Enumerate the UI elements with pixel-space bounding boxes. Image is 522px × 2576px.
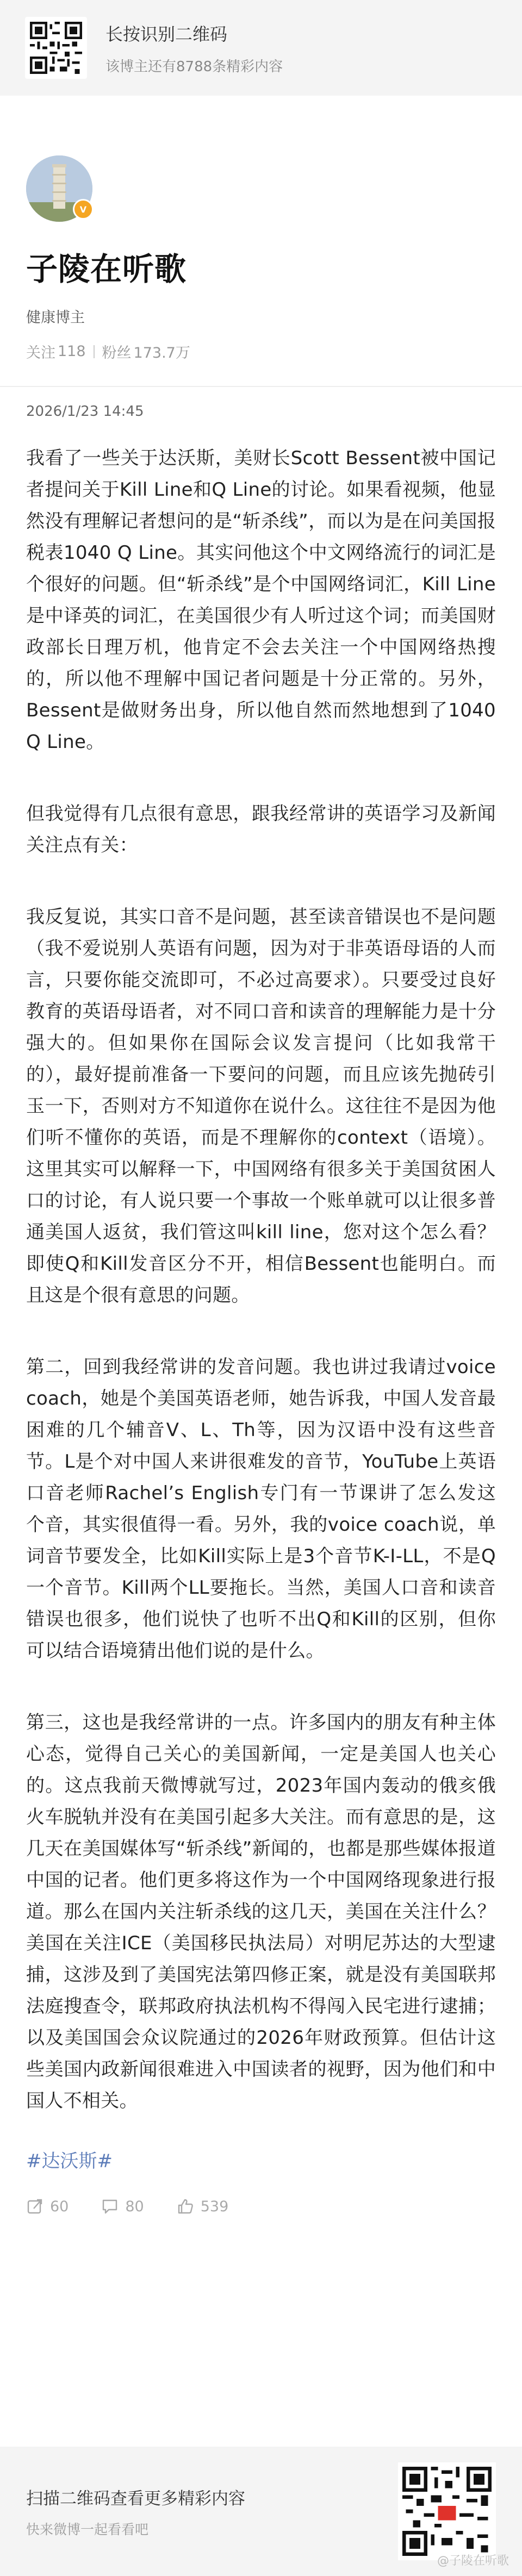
qr-code-small[interactable] <box>25 17 87 79</box>
profile-section <box>0 155 522 362</box>
post-paragraph-3: 我反复说，其实口音不是问题，甚至读音错误也不是问题（我不爱说别人英语有问题，因为对于非英语母语的人而言，只要你能交流即可，不必过高要求）。只要受过良好教育的英语母语者，对不同口音和读音的理解能力是十分强大的。但如果你在国际会议发言提问（比如我常干的），最好提前准备一下要问的问题，而且应该先抛砖引玉一下，否则对方不知道你在说什么。这往往不是因为他们听不懂你的英语，而是不理解你的context（语境）。这里其实可以解释一下，中国网络有很多关于美国贫困人口的讨论，有人说只要一个事故一个账单就可以让很多普通美国人返贫，我们管这叫kill line，您对这个怎么看？即使Q和Kill发音区分不开，相信Bessent也能明白。而且这是个很有意思的问题。 <box>26 906 496 1306</box>
footer-subtitle: 快来微博一起看看吧 <box>26 2521 149 2537</box>
fans-label: 粉丝 <box>102 345 132 361</box>
like-icon <box>177 2198 194 2215</box>
comment-button[interactable] <box>101 2198 144 2215</box>
repost-button[interactable] <box>26 2198 69 2215</box>
profile-category: 健康博主 <box>26 309 85 326</box>
hashtag-link[interactable]: #达沃斯# <box>26 2150 113 2172</box>
weibo-watermark: @子陵在听歌 <box>437 2554 509 2568</box>
footer-title: 扫描二维码查看更多精彩内容 <box>26 2488 245 2509</box>
repost-icon <box>26 2198 44 2215</box>
post-paragraph-1: 我看了一些关于达沃斯，美财长Scott Bessent被中国记者提问关于Kill Line和Q Line的讨论。如果看视频，他显然没有理解记者想问的是“斩杀线”，而以为是在问美国报税表1040 Q Line。其实问他这个中文网络流行的词汇是个很好的问题。但“斩杀线”是个中国网络词汇，Kill Line是中译英的词汇，在美国很少有人听过这个词；而美国财政部长日理万机，他肯定不会去关注一个中国网络热搜的，所以他不理解中国记者问题是十分正常的。另外，Bessent是做财务出身，所以他自然而然地想到了1040 Q Line。 <box>26 447 496 753</box>
post-paragraph-5: 第三，这也是我经常讲的一点。许多国内的朋友有种主体心态，觉得自己关心的美国新闻，一定是美国人也关心的。这点我前天微博就写过，2023年国内轰动的俄亥俄火车脱轨并没有在美国引起多大关注。而有意思的是，这几天在美国媒体写“斩杀线”新闻的，也都是那些媒体报道中国的记者。他们更多将这作为一个中国网络现象进行报道。那么在国内关注斩杀线的这几天，美国在关注什么？美国在关注ICE（美国移民执法局）对明尼苏达的大型逮捕，这涉及到了美国宪法第四修正案，就是没有美国联邦法庭搜查令，联邦政府执法机构不得闯入民宅进行逮捕；以及美国国会众议院通过的2026年财政预算。但估计这些美国内政新闻很难进入中国读者的视野，因为他们和中国人不相关。 <box>26 1712 496 2112</box>
comment-count: 80 <box>125 2198 144 2215</box>
fans-count[interactable]: 173.7万 <box>133 345 190 361</box>
follow-label: 关注 <box>26 345 55 361</box>
footer-qr-section <box>0 2447 522 2576</box>
like-button[interactable] <box>177 2198 229 2215</box>
repost-count: 60 <box>50 2198 69 2215</box>
post-date: 2026/1/23 14:45 <box>26 403 144 420</box>
qr-code-large[interactable] <box>398 2462 496 2560</box>
profile-name[interactable]: 子陵在听歌 <box>26 251 187 288</box>
verified-badge-icon: V <box>73 199 94 220</box>
follow-count[interactable]: 118 <box>58 343 86 360</box>
post-paragraph-4: 第二，回到我经常讲的发音问题。我也讲过我请过voice coach，她是个美国英语老师，她告诉我，中国人发音最困难的几个辅音V、L、Th等，因为汉语中没有这些音节。L是个对中国人来讲很难发的音节，YouTube上英语口音老师Rachel’s English专门有一节课讲了怎么发这个音，其实很值得一看。另外，我的voice coach说，单词音节要发全，比如Kill实际上是3个音节K-I-LL，不是Q一个音节。Kill两个LL要拖长。当然，美国人口音和读音错误也很多，他们说快了也听不出Q和Kill的区别，但你可以结合语境猜出他们说的是什么。 <box>26 1356 496 1662</box>
post-actions <box>0 2173 522 2215</box>
like-count: 539 <box>200 2198 229 2215</box>
banner-subtitle: 该博主还有8788条精彩内容 <box>105 58 283 75</box>
post-body <box>0 442 522 2117</box>
comment-icon <box>101 2198 119 2215</box>
stats-divider <box>94 345 95 358</box>
banner-title: 长按识别二维码 <box>105 23 228 45</box>
qr-banner <box>0 0 522 96</box>
post-paragraph-2: 但我觉得有几点很有意思，跟我经常讲的英语学习及新闻关注点有关： <box>26 803 496 856</box>
profile-stats <box>26 341 496 362</box>
